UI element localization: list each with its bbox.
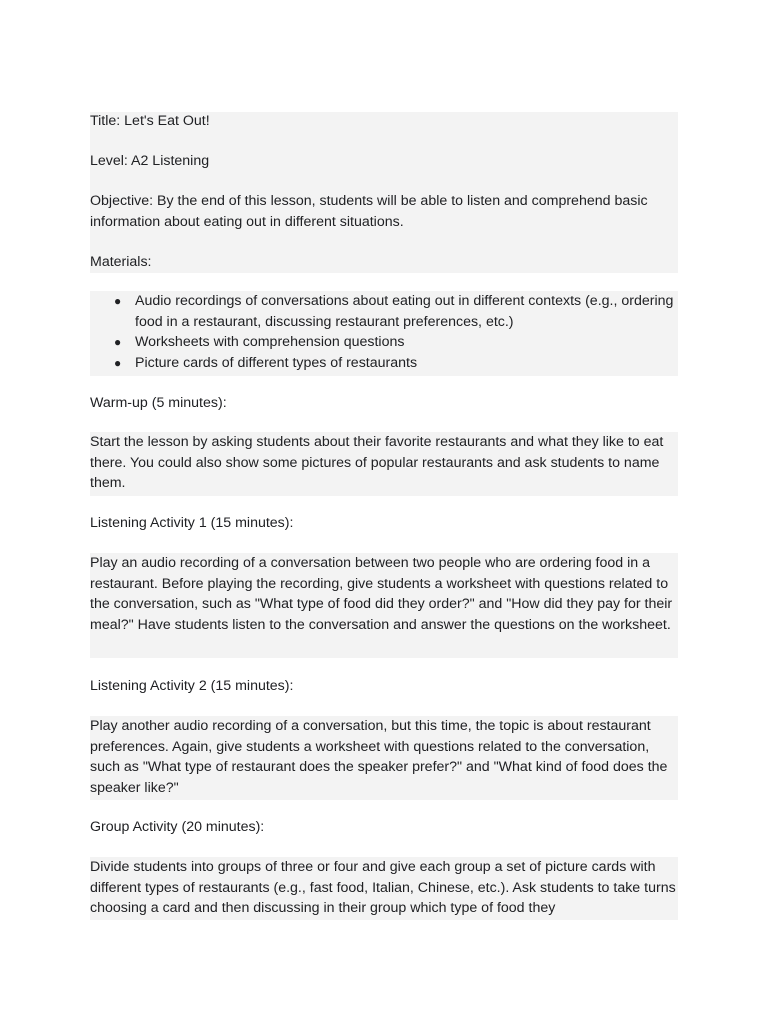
materials-heading: Materials: — [90, 254, 152, 270]
group-activity-text: Divide students into groups of three or four and give each group a set of picture cards with different types of restaurants (e.g., fast food, Italian, Chinese, etc.). Ask students to take turns choosing a card and then discussing in their group which type of food they — [90, 859, 676, 917]
list-item: ● Picture cards of different types of restaurants — [90, 353, 678, 374]
materials-list — [90, 291, 678, 373]
activity2-text: Play another audio recording of a conversation, but this time, the topic is about restaurant preferences. Again, give students a worksheet with questions related to the conversation, such as "What type of restaurant does the speaker prefer?" and "What kind of food does the speaker like?" — [90, 718, 668, 796]
lesson-level: Level: A2 Listening — [90, 153, 210, 169]
activity2-heading: Listening Activity 2 (15 minutes): — [90, 678, 294, 694]
list-item: ● Worksheets with comprehension questions — [90, 332, 678, 353]
bullet-icon: ● — [114, 335, 122, 350]
lesson-objective: Objective: By the end of this lesson, students will be able to listen and comprehend basic information about eating out in different situations. — [90, 193, 648, 230]
warmup-text: Start the lesson by asking students about their favorite restaurants and what they like to eat there. You could also show some pictures of popular restaurants and ask students to name them. — [90, 434, 664, 492]
warmup-heading: Warm-up (5 minutes): — [90, 395, 227, 411]
list-item: ● Audio recordings of conversations about eating out in different contexts (e.g., ordering food in a restaurant, discussing restaurant preferences, etc.) — [114, 293, 674, 330]
activity1-text: Play an audio recording of a conversation between two people who are ordering food in a restaurant. Before playing the recording, give students a worksheet with questions related to the conversation, such as "What type of food did they order?" and "How did they pay for their meal?" Have students listen to the conversation and answer the questions on the worksheet. — [90, 555, 673, 633]
activity1-heading: Listening Activity 1 (15 minutes): — [90, 515, 294, 531]
group-activity-heading: Group Activity (20 minutes): — [90, 819, 265, 835]
bullet-icon: ● — [114, 294, 122, 308]
lesson-title: Title: Let's Eat Out! — [90, 113, 210, 129]
bullet-icon: ● — [114, 355, 122, 370]
